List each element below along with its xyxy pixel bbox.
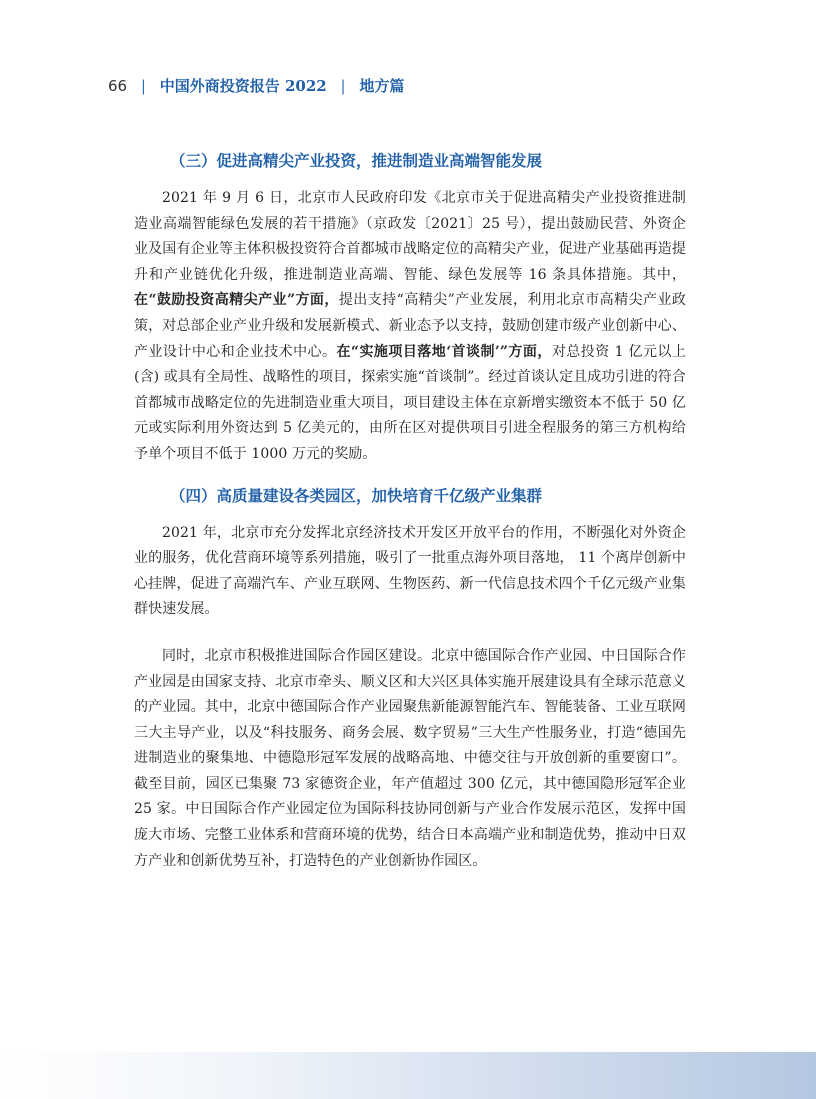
text-run: 提出支持“高精尖”产业发展，利用北京市高精尖产业政策，对总部企业产业升级和发展新模式、新业态予以支持，鼓励创建市级产业创新中心、产业设计中心和企业技术中心。 [134,292,686,360]
footer-gradient-band [0,1052,816,1099]
running-header [108,76,404,96]
header-separator: | [140,77,146,95]
header-separator-2: | [340,77,346,95]
report-title: 中国外商投资报告 2022 [159,77,327,95]
chapter-title: 地方篇 [359,77,405,95]
section4-paragraph-1: 2021 年，北京市充分发挥北京经济技术开发区开放平台的作用，不断强化对外资企业的服务，优化营商环境等系列措施，吸引了一批重点海外项目落地， 11 个离岸创新中心挂牌，促进了高端汽车、产业互联网、生物医药、新一代信息技术四个千亿元级产业集群快速发展。 [134,524,686,618]
bold-run: 在“实施项目落地‘首谈制’”方面， [336,343,552,360]
page-body [134,150,686,874]
bold-run: 在“鼓励投资高精尖产业”方面， [134,292,339,309]
text-run: 对总投资 1 亿元以上 (含) 或具有全局性、战略性的项目，探索实施“首谈制”。经过首谈认定且成功引进的符合首都城市战略定位的先进制造业重大项目，项目建设主体在京新增实缴资本不低于 50 亿元或实际利用外资达到 5 亿美元的，由所在区对提供项目引进全程服务的第三方机构给予单个项目不低于 1000 万元的奖励。 [134,343,686,462]
section4-paragraph-2: 同时，北京市积极推进国际合作园区建设。北京中德国际合作产业园、中日国际合作产业园是由国家支持、北京市牵头、顺义区和大兴区具体实施开展建设具有全球示范意义的产业园。其中，北京中德国际合作产业园聚焦新能源智能汽车、智能装备、工业互联网三大主导产业，以及“科技服务、商务会展、数字贸易”三大生产性服务业，打造“德国先进制造业的聚集地、中德隐形冠军发展的战略高地、中德交往与开放创新的重要窗口”。截至目前，园区已集聚 73 家德资企业，年产值超过 300 亿元，其中德国隐形冠军企业 25 家。中日国际合作产业园定位为国际科技协同创新与产业合作发展示范区，发挥中国庞大市场、完整工业体系和营商环境的优势，结合日本高端产业和制造优势，推动中日双方产业和创新优势互补，打造特色的产业创新协作园区。 [134,647,686,869]
text-run: 2021 年 9 月 6 日，北京市人民政府印发《北京市关于促进高精尖产业投资推进制造业高端智能绿色发展的若干措施》（京政发〔2021〕25 号），提出鼓励民营、外资企业及国有企业等主体积极投资符合首都城市战略定位的高精尖产业，促进产业基础再造提升和产业链优化升级，推进制造业高端、智能、绿色发展等 16 条具体措施。其中， [134,190,686,283]
section3-paragraph [134,186,686,468]
section-heading-4: （四）高质量建设各类园区，加快培育千亿级产业集群 [170,486,543,505]
page-number: 66 [108,77,128,95]
section-heading-3: （三）促进高精尖产业投资，推进制造业高端智能发展 [170,152,543,170]
